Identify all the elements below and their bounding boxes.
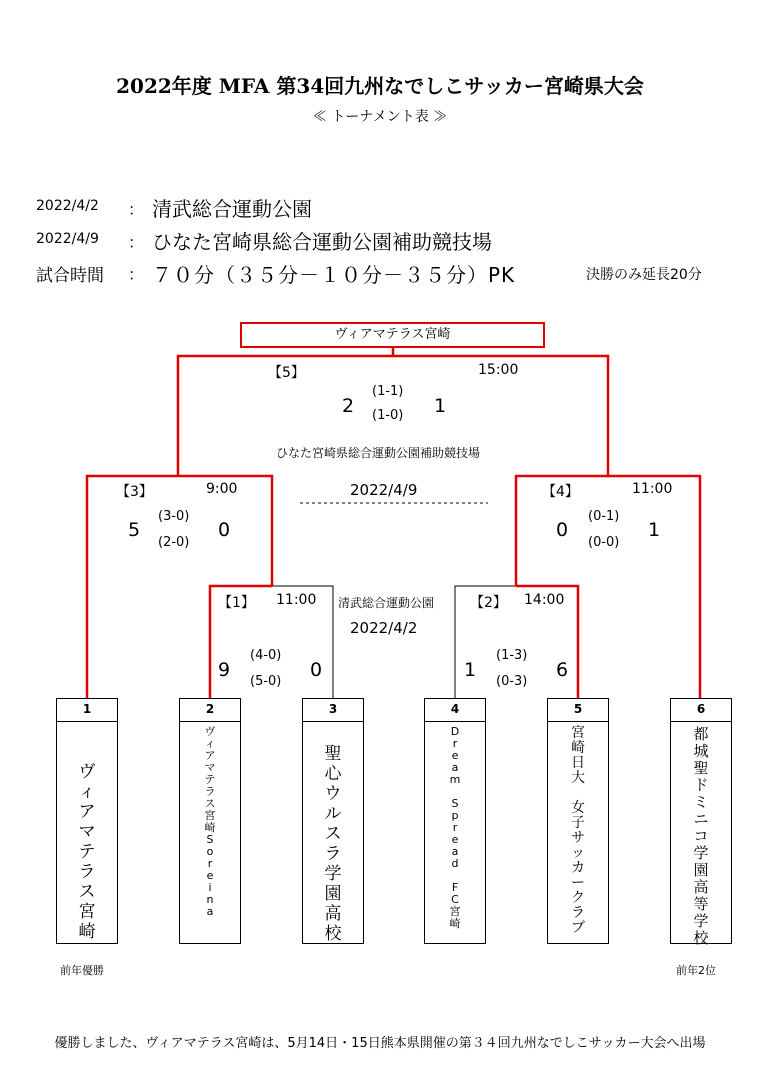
final-match-no: 【5】 bbox=[268, 365, 305, 381]
final-time: 15:00 bbox=[478, 362, 519, 378]
day2-date-label: 2022/4/9 bbox=[350, 481, 418, 499]
semi-right-half2: (0-0) bbox=[588, 535, 620, 550]
team-name: D r e a m S p r e a d F C 宮 崎 bbox=[449, 725, 461, 930]
time-note: 決勝のみ延長20分 bbox=[586, 267, 702, 283]
qf-left-half1: (4-0) bbox=[250, 648, 282, 663]
day1-date-label: 2022/4/2 bbox=[350, 619, 418, 637]
qf-right-score-right: 6 bbox=[556, 659, 569, 681]
team-name: 宮 崎 日 大 女 子 サ ッ カ ー ク ラ ブ bbox=[571, 725, 585, 936]
team-number: 6 bbox=[671, 699, 731, 722]
qf-left-half2: (5-0) bbox=[250, 674, 282, 689]
semi-right-half1: (0-1) bbox=[588, 509, 620, 524]
team-box-3 bbox=[302, 698, 364, 944]
prev-champion-note: 前年優勝 bbox=[60, 964, 104, 977]
semi-right-score-right: 1 bbox=[648, 519, 661, 541]
semi-right-score-left: 0 bbox=[556, 519, 569, 541]
team-name: ヴ ィ ア マ テ ラ ス 宮 崎 S o r e i n a bbox=[204, 725, 216, 918]
team-number: 1 bbox=[57, 699, 117, 722]
team-box-1 bbox=[56, 698, 118, 944]
semi-left-half2: (2-0) bbox=[158, 535, 190, 550]
semi-left-time: 9:00 bbox=[206, 481, 238, 497]
colon: ： bbox=[128, 233, 145, 252]
prev-second-note: 前年2位 bbox=[676, 964, 716, 977]
day2-date: 2022/4/9 bbox=[36, 231, 99, 247]
qf-left-score-right: 0 bbox=[310, 659, 323, 681]
time-value: ７０分（３５分－１０分－３５分）PK bbox=[152, 263, 516, 287]
final-score-right: 1 bbox=[434, 395, 447, 417]
champion-box: ヴィアマテラス宮崎 bbox=[240, 322, 545, 348]
time-label: 試合時間 bbox=[36, 266, 104, 286]
qf-right-score-left: 1 bbox=[464, 659, 477, 681]
team-box-2 bbox=[179, 698, 241, 944]
semi-right-match-no: 【4】 bbox=[542, 484, 579, 500]
team-box-4 bbox=[424, 698, 486, 944]
final-score-left: 2 bbox=[342, 395, 355, 417]
team-number: 2 bbox=[180, 699, 240, 722]
qf-left-match-no: 【1】 bbox=[218, 595, 255, 611]
line-team6-semi2 bbox=[608, 476, 700, 698]
qf-left-time: 11:00 bbox=[276, 592, 317, 608]
page-subtitle: ≪ トーナメント表 ≫ bbox=[312, 109, 448, 125]
semi-left-score-right: 0 bbox=[218, 519, 231, 541]
day2-venue: ひなた宮崎県総合運動公園補助競技場 bbox=[152, 230, 492, 254]
qf-right-half1: (1-3) bbox=[496, 648, 528, 663]
qf-left-score-left: 9 bbox=[218, 659, 231, 681]
final-half2: (1-0) bbox=[372, 408, 404, 423]
colon: ： bbox=[128, 200, 145, 219]
footer-message: 優勝しました、ヴィアマテラス宮崎は、5月14日・15日熊本県開催の第３４回九州なでしこサッカー大会へ出場 bbox=[54, 1036, 706, 1051]
page-title: 2022年度 MFA 第34回九州なでしこサッカー宮崎県大会 bbox=[116, 74, 644, 98]
day1-date: 2022/4/2 bbox=[36, 198, 99, 214]
qf-right-time: 14:00 bbox=[524, 592, 565, 608]
semi-right-time: 11:00 bbox=[632, 481, 673, 497]
team-box-6 bbox=[670, 698, 732, 947]
team-name: ヴ ィ ア マ テ ラ ス 宮 崎 bbox=[78, 762, 96, 942]
colon: ： bbox=[128, 265, 145, 284]
team-number: 5 bbox=[548, 699, 608, 722]
team-box-5 bbox=[547, 698, 609, 944]
team-number: 3 bbox=[303, 699, 363, 722]
day1-venue-label: 清武総合運動公園 bbox=[338, 596, 435, 610]
qf-right-match-no: 【2】 bbox=[470, 595, 507, 611]
qf-right-half2: (0-3) bbox=[496, 674, 528, 689]
semi-left-half1: (3-0) bbox=[158, 509, 190, 524]
team-name: 都 城 聖 ド ミ ニ コ 学 園 高 等 学 校 bbox=[693, 725, 709, 947]
day1-venue: 清武総合運動公園 bbox=[152, 197, 312, 221]
final-venue: ひなた宮崎県総合運動公園補助競技場 bbox=[276, 446, 481, 460]
semi-left-match-no: 【3】 bbox=[116, 484, 153, 500]
semi-left-score-left: 5 bbox=[128, 519, 141, 541]
team-number: 4 bbox=[425, 699, 485, 722]
team-name: 聖 心 ウ ル ス ラ 学 園 高 校 bbox=[324, 744, 342, 944]
final-half1: (1-1) bbox=[372, 384, 404, 399]
